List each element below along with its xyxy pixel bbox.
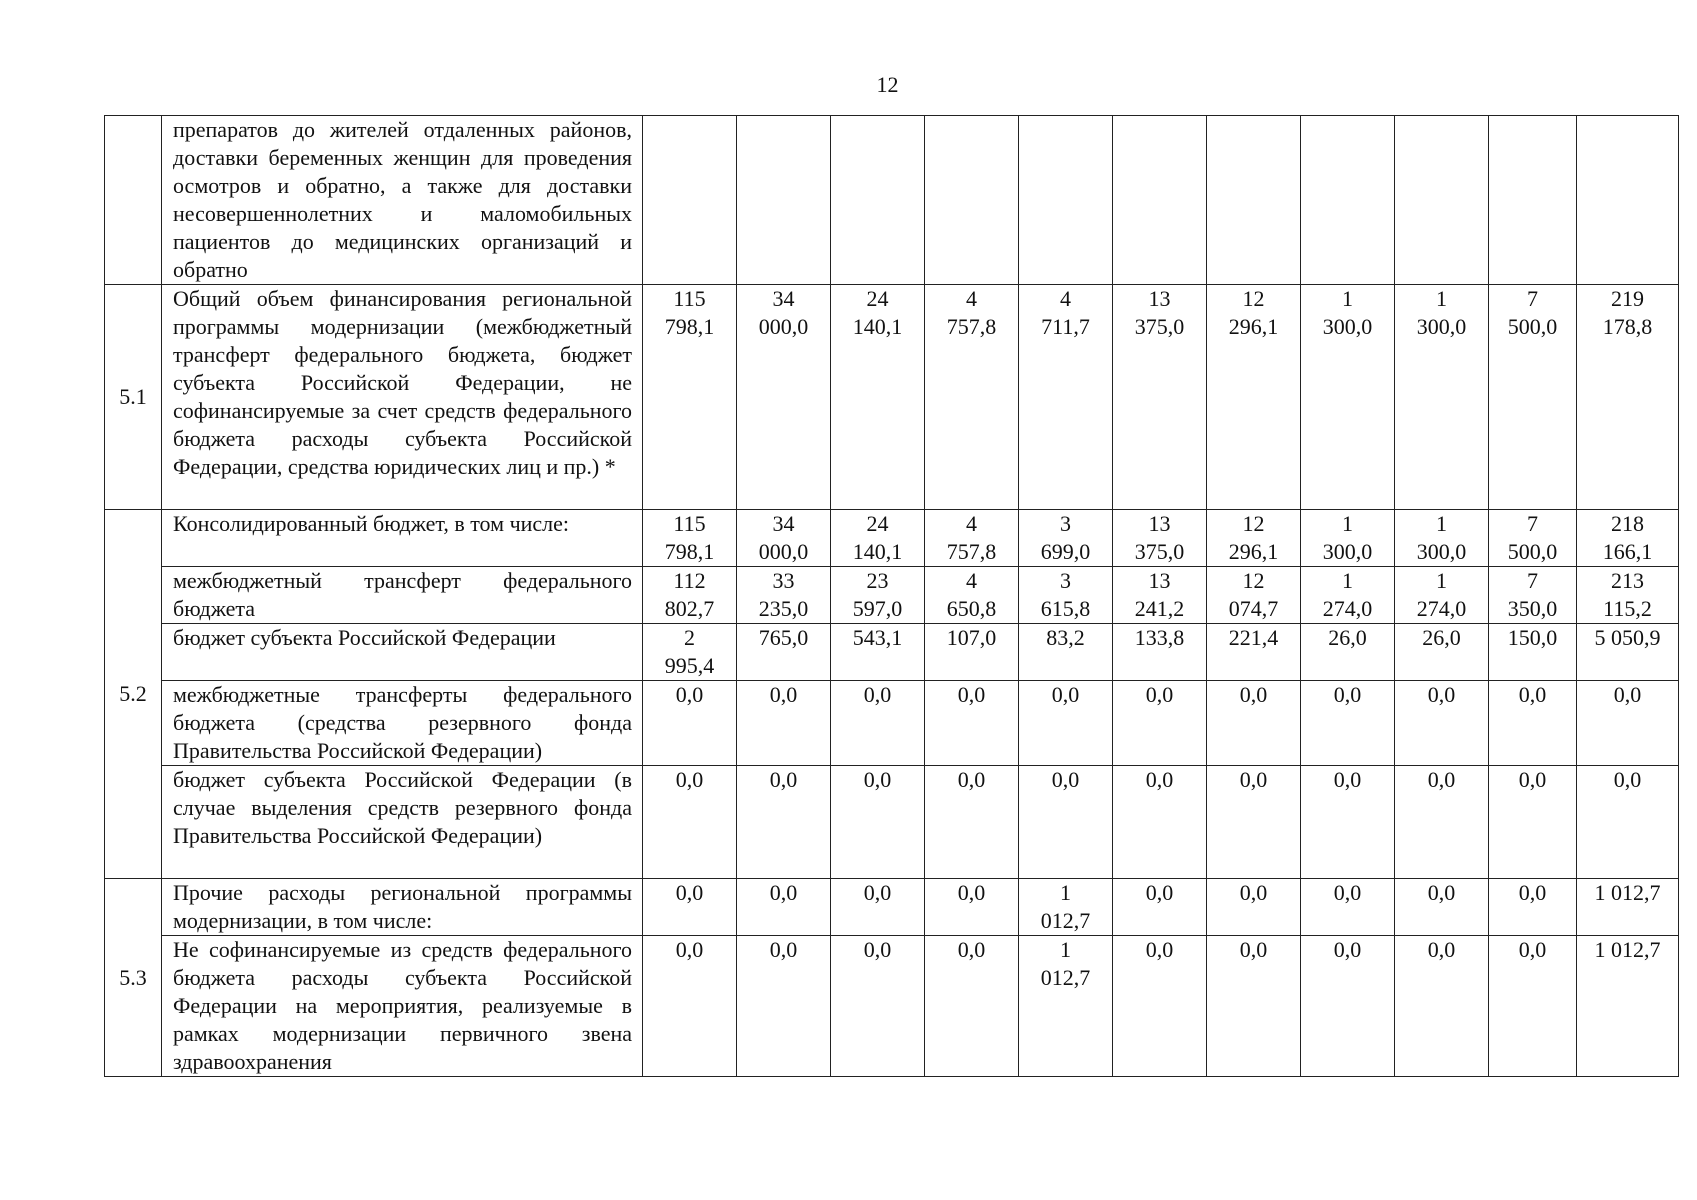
value-cell: 7 350,0: [1489, 567, 1577, 624]
value-cell: 0,0: [1019, 766, 1113, 879]
value-cell: [1207, 116, 1301, 285]
value-cell: 12 296,1: [1207, 285, 1301, 510]
value-cell: 1 274,0: [1395, 567, 1489, 624]
value-cell: 0,0: [831, 879, 925, 936]
row-number-cell: 5.3: [105, 879, 162, 1077]
value-cell: 26,0: [1301, 624, 1395, 681]
value-cell: 0,0: [831, 766, 925, 879]
value-cell: [1019, 116, 1113, 285]
value-cell: 218 166,1: [1577, 510, 1679, 567]
value-cell: 0,0: [1207, 936, 1301, 1077]
value-cell: 3 699,0: [1019, 510, 1113, 567]
value-cell: 0,0: [1113, 681, 1207, 766]
row-description-cell: Не софинансируемые из средств федерального бюджета расходы субъекта Российской Федерации на мероприятия, реализуемые в рамках модернизации первичного звена здравоохранения: [162, 936, 643, 1077]
value-cell: 0,0: [925, 936, 1019, 1077]
row-description-cell: межбюджетный трансферт федерального бюджета: [162, 567, 643, 624]
value-cell: 0,0: [1395, 879, 1489, 936]
value-cell: 0,0: [737, 936, 831, 1077]
value-cell: 0,0: [925, 766, 1019, 879]
value-cell: 0,0: [1019, 681, 1113, 766]
value-cell: 0,0: [737, 681, 831, 766]
value-cell: 1 274,0: [1301, 567, 1395, 624]
value-cell: 13 375,0: [1113, 285, 1207, 510]
value-cell: 0,0: [831, 681, 925, 766]
value-cell: [1577, 116, 1679, 285]
value-cell: 1 012,7: [1019, 936, 1113, 1077]
value-cell: 107,0: [925, 624, 1019, 681]
value-cell: 3 615,8: [1019, 567, 1113, 624]
value-cell: 1 300,0: [1395, 510, 1489, 567]
row-description-cell: межбюджетные трансферты федерального бюджета (средства резервного фонда Правительства Российской Федерации): [162, 681, 643, 766]
value-cell: 1 300,0: [1395, 285, 1489, 510]
value-cell: 0,0: [1207, 766, 1301, 879]
value-cell: 83,2: [1019, 624, 1113, 681]
row-description-cell: Консолидированный бюджет, в том числе:: [162, 510, 643, 567]
value-cell: 765,0: [737, 624, 831, 681]
row-number-cell: 5.1: [105, 285, 162, 510]
value-cell: 543,1: [831, 624, 925, 681]
value-cell: 0,0: [1301, 766, 1395, 879]
value-cell: 7 500,0: [1489, 510, 1577, 567]
value-cell: 0,0: [1113, 766, 1207, 879]
value-cell: 0,0: [1489, 879, 1577, 936]
table-row: [105, 567, 1679, 624]
value-cell: 0,0: [925, 879, 1019, 936]
row-number-cell: 5.2: [105, 510, 162, 879]
value-cell: 0,0: [737, 766, 831, 879]
table-row: [105, 879, 1679, 936]
value-cell: [1301, 116, 1395, 285]
table-row: [105, 936, 1679, 1077]
value-cell: 133,8: [1113, 624, 1207, 681]
table-row: [105, 510, 1679, 567]
value-cell: 0,0: [737, 879, 831, 936]
value-cell: 0,0: [1301, 936, 1395, 1077]
value-cell: 0,0: [643, 879, 737, 936]
value-cell: 13 375,0: [1113, 510, 1207, 567]
value-cell: 34 000,0: [737, 510, 831, 567]
value-cell: 0,0: [643, 766, 737, 879]
value-cell: [1113, 116, 1207, 285]
value-cell: 4 757,8: [925, 285, 1019, 510]
value-cell: 0,0: [1395, 936, 1489, 1077]
value-cell: 1 012,7: [1577, 879, 1679, 936]
table-row: [105, 624, 1679, 681]
value-cell: 24 140,1: [831, 510, 925, 567]
value-cell: 0,0: [1207, 879, 1301, 936]
value-cell: [737, 116, 831, 285]
row-number-cell: [105, 116, 162, 285]
value-cell: 0,0: [1577, 766, 1679, 879]
value-cell: 1 300,0: [1301, 510, 1395, 567]
budget-table: [104, 115, 1679, 1077]
value-cell: [831, 116, 925, 285]
value-cell: 13 241,2: [1113, 567, 1207, 624]
value-cell: 0,0: [1301, 681, 1395, 766]
row-description-cell: Общий объем финансирования региональной программы модернизации (межбюджетный трансферт федерального бюджета, бюджет субъекта Российской Федерации, не софинансируемые за счет средств федерального бюджета расходы субъекта Российской Федерации, средства юридических лиц и пр.) *: [162, 285, 643, 510]
value-cell: 1 300,0: [1301, 285, 1395, 510]
value-cell: 0,0: [1113, 879, 1207, 936]
value-cell: 115 798,1: [643, 510, 737, 567]
value-cell: 0,0: [643, 681, 737, 766]
value-cell: [1395, 116, 1489, 285]
value-cell: [925, 116, 1019, 285]
value-cell: 34 000,0: [737, 285, 831, 510]
value-cell: 213 115,2: [1577, 567, 1679, 624]
table-row: [105, 116, 1679, 285]
value-cell: 0,0: [1577, 681, 1679, 766]
value-cell: 5 050,9: [1577, 624, 1679, 681]
row-description-cell: Прочие расходы региональной программы модернизации, в том числе:: [162, 879, 643, 936]
table-row: [105, 681, 1679, 766]
value-cell: 7 500,0: [1489, 285, 1577, 510]
value-cell: 0,0: [1113, 936, 1207, 1077]
value-cell: 0,0: [1207, 681, 1301, 766]
value-cell: 12 074,7: [1207, 567, 1301, 624]
value-cell: 23 597,0: [831, 567, 925, 624]
value-cell: 0,0: [1395, 766, 1489, 879]
value-cell: 115 798,1: [643, 285, 737, 510]
value-cell: 24 140,1: [831, 285, 925, 510]
value-cell: 0,0: [1301, 879, 1395, 936]
value-cell: 12 296,1: [1207, 510, 1301, 567]
value-cell: 1 012,7: [1577, 936, 1679, 1077]
value-cell: 26,0: [1395, 624, 1489, 681]
value-cell: 112 802,7: [643, 567, 737, 624]
value-cell: 0,0: [1489, 766, 1577, 879]
value-cell: 221,4: [1207, 624, 1301, 681]
value-cell: 4 711,7: [1019, 285, 1113, 510]
row-description-cell: препаратов до жителей отдаленных районов, доставки беременных женщин для проведения осмотров и обратно, а также для доставки несовершеннолетних и маломобильных пациентов до медицинских организаций и обратно: [162, 116, 643, 285]
value-cell: 0,0: [1395, 681, 1489, 766]
value-cell: 4 757,8: [925, 510, 1019, 567]
value-cell: 0,0: [1489, 681, 1577, 766]
value-cell: [1489, 116, 1577, 285]
value-cell: 1 012,7: [1019, 879, 1113, 936]
value-cell: 0,0: [831, 936, 925, 1077]
row-description-cell: бюджет субъекта Российской Федерации (в случае выделения средств резервного фонда Правительства Российской Федерации): [162, 766, 643, 879]
value-cell: 0,0: [1489, 936, 1577, 1077]
value-cell: [643, 116, 737, 285]
value-cell: 33 235,0: [737, 567, 831, 624]
value-cell: 219 178,8: [1577, 285, 1679, 510]
value-cell: 0,0: [643, 936, 737, 1077]
value-cell: 150,0: [1489, 624, 1577, 681]
value-cell: 2 995,4: [643, 624, 737, 681]
value-cell: 4 650,8: [925, 567, 1019, 624]
value-cell: 0,0: [925, 681, 1019, 766]
page-number: 12: [876, 72, 899, 97]
table-row: [105, 285, 1679, 510]
table-row: [105, 766, 1679, 879]
row-description-cell: бюджет субъекта Российской Федерации: [162, 624, 643, 681]
